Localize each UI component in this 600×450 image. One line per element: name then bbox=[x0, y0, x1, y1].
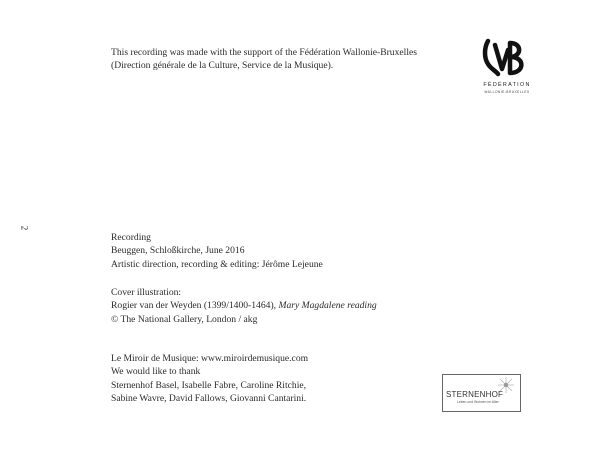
recording-credits bbox=[111, 231, 323, 271]
contact-and-thanks bbox=[111, 352, 308, 406]
sternenhof-logo bbox=[442, 374, 521, 412]
fwb-logo-name: FÉDÉRATION bbox=[483, 82, 531, 88]
cover-artist-line bbox=[111, 299, 377, 312]
support-line-2: (Direction générale de la Culture, Service de la Musique). bbox=[111, 60, 334, 72]
thanks-line-2: Sabine Wavre, David Fallows, Giovanni Cantarini. bbox=[111, 393, 307, 405]
cover-credits bbox=[111, 286, 377, 326]
federation-wallonie-bruxelles-logo bbox=[472, 38, 542, 122]
cover-credit: © The National Gallery, London / akg bbox=[111, 313, 258, 325]
page-number: 2 bbox=[19, 225, 30, 231]
thanks-line-1: Sternenhof Basel, Isabelle Fabre, Caroline Ritchie, bbox=[111, 379, 307, 391]
website-line: Le Miroir de Musique: www.miroirdemusique.com bbox=[111, 353, 309, 364]
cover-heading: Cover illustration: bbox=[111, 287, 182, 298]
cover-title: Mary Magdalene reading bbox=[278, 300, 377, 312]
sternenhof-name: STERNENHOF bbox=[446, 390, 504, 399]
cover-artist: Rogier van der Weyden (1399/1400-1464), bbox=[111, 300, 277, 312]
sternenhof-tagline: Leben und Wohnen im Alter bbox=[457, 400, 499, 404]
recording-direction: Artistic direction, recording & editing: Jérôme Lejeune bbox=[111, 258, 323, 270]
thanks-intro: We would like to thank bbox=[111, 366, 201, 378]
fwb-logo-subtitle: WALLONIE-BRUXELLES bbox=[484, 90, 530, 94]
support-notice bbox=[111, 46, 417, 73]
recording-heading: Recording bbox=[111, 232, 151, 243]
support-line-1: This recording was made with the support of the Fédération Wallonie-Bruxelles bbox=[111, 47, 417, 58]
recording-place: Beuggen, Schloßkirche, June 2016 bbox=[111, 245, 245, 257]
wb-logo-icon bbox=[482, 38, 528, 78]
